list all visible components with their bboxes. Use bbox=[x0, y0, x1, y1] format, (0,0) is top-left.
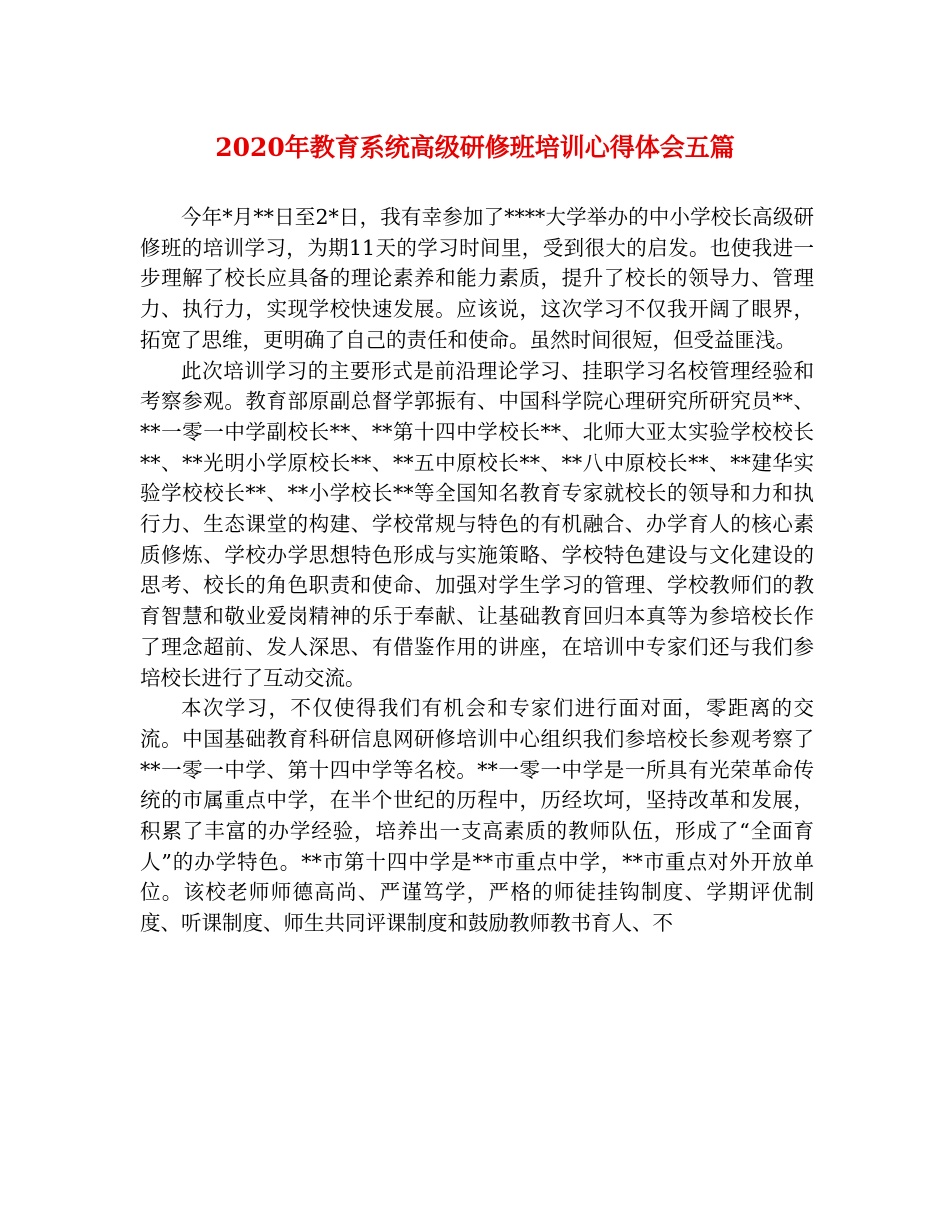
document-body bbox=[140, 202, 814, 939]
document-title: 2020年教育系统高级研修班培训心得体会五篇 bbox=[215, 133, 735, 162]
paragraph-2: 此次培训学习的主要形式是前沿理论学习、挂职学习名校管理经验和考察参观。教育部原副总督学郭振有、中国科学院心理研究所研究员**、**一零一中学副校长**、**第十四中学校长**、北师大亚太实验学校校长**、**光明小学原校长**、**五中原校长**、**八中原校长**、**建华实验学校校长**、**小学校长**等全国知名教育专家就校长的领导和力和执行力、生态课堂的构建、学校常规与特色的有机融合、办学育人的核心素质修炼、学校办学思想特色形成与实施策略、学校特色建设与文化建设的思考、校长的角色职责和使命、加强对学生学习的管理、学校教师们的教育智慧和敬业爱岗精神的乐于奉献、让基础教育回归本真等为参培校长作了理念超前、发人深思、有借鉴作用的讲座，在培训中专家们还与我们参培校长进行了互动交流。 bbox=[140, 358, 814, 690]
paragraph-1: 今年*月**日至2*日，我有幸参加了****大学举办的中小学校长高级研修班的培训学习，为期11天的学习时间里，受到很大的启发。也使我进一步理解了校长应具备的理论素养和能力素质，提升了校长的领导力、管理力、执行力，实现学校快速发展。应该说，这次学习不仅我开阔了眼界，拓宽了思维，更明确了自己的责任和使命。虽然时间很短，但受益匪浅。 bbox=[140, 205, 814, 352]
paragraph-3: 本次学习，不仅使得我们有机会和专家们进行面对面，零距离的交流。中国基础教育科研信息网研修培训中心组织我们参培校长参观考察了**一零一中学、第十四中学等名校。**一零一中学是一所具有光荣革命传统的市属重点中学，在半个世纪的历程中，历经坎坷，坚持改革和发展，积累了丰富的办学经验，培养出一支高素质的教师队伍，形成了“全面育人”的办学特色。**市第十四中学是**市重点中学，**市重点对外开放单位。该校老师师德高尚、严谨笃学，严格的师徒挂钩制度、学期评优制度、听课制度、师生共同评课制度和鼓励教师教书育人、不 bbox=[140, 696, 814, 936]
